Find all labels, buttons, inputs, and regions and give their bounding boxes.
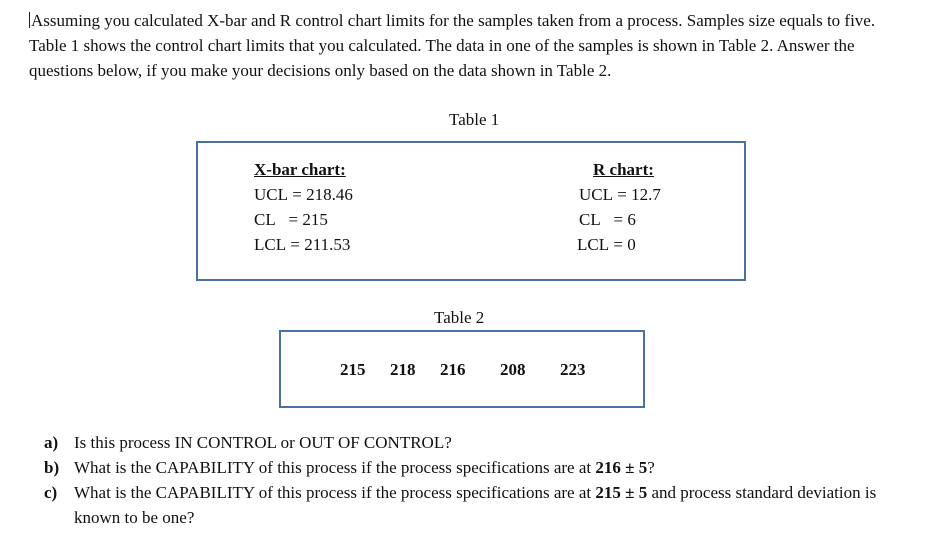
table2-caption: Table 2 (434, 308, 485, 327)
question-list (44, 430, 904, 530)
question-c-spec: 215 ± 5 (595, 483, 648, 502)
r-cl-row (579, 207, 661, 232)
question-b-spec: 216 ± 5 (595, 458, 648, 477)
xbar-heading: X-bar chart: (254, 160, 346, 179)
sample-value-1: 215 (340, 360, 366, 379)
r-limits (579, 157, 661, 257)
xbar-cl-value: 215 (302, 210, 328, 229)
table1-caption: Table 1 (449, 110, 500, 129)
r-ucl-row (579, 182, 661, 207)
xbar-ucl-eq: = (288, 185, 307, 204)
sample-value-2: 218 (390, 360, 416, 379)
question-b-text-main: What is the CAPABILITY of this process if the process specifications are at (74, 458, 596, 477)
xbar-ucl-row (254, 182, 353, 207)
intro-paragraph (29, 8, 909, 83)
xbar-cl-label: CL (254, 210, 276, 229)
xbar-limits (254, 157, 353, 257)
xbar-lcl-label: LCL (254, 235, 287, 254)
question-b-text-end: ? (647, 458, 655, 477)
r-cl-value: 6 (627, 210, 636, 229)
text-cursor (29, 12, 30, 28)
intro-text: Assuming you calculated X-bar and R control chart limits for the samples taken from a process. Samples size equals to five. Table 1 shows the control chart limits that you calculated. The data in one of the samples is shown in Table 2. Answer the questions below, if you make your decisions only based on the data shown in Table 2. (29, 11, 876, 80)
xbar-lcl-eq: = (286, 235, 305, 254)
xbar-cl-row (254, 207, 353, 232)
question-a (44, 430, 904, 455)
sample-value-5: 223 (560, 360, 586, 379)
r-lcl-label: LCL (577, 235, 610, 254)
r-lcl-eq: = (609, 235, 628, 254)
xbar-lcl-row (254, 232, 353, 257)
question-c-text (74, 480, 904, 530)
r-cl-eq: = (600, 210, 628, 229)
question-a-text-main: Is this process IN CONTROL or OUT OF CONTROL? (74, 433, 452, 452)
r-ucl-label: UCL (579, 185, 613, 204)
r-ucl-eq: = (613, 185, 632, 204)
question-c-text-end: and process standard deviation is known to be one? (74, 483, 877, 527)
question-c-text-main: What is the CAPABILITY of this process if the process specifications are at (74, 483, 596, 502)
r-lcl-value: 0 (627, 235, 636, 254)
xbar-lcl-value: 211.53 (304, 235, 351, 254)
xbar-ucl-label: UCL (254, 185, 288, 204)
r-cl-label: CL (579, 210, 601, 229)
question-b-label: b) (44, 458, 60, 477)
table2-box (279, 330, 645, 408)
xbar-cl-eq: = (275, 210, 303, 229)
question-a-text (74, 430, 904, 455)
question-a-label: a) (44, 433, 59, 452)
r-lcl-row (577, 232, 661, 257)
r-ucl-value: 12.7 (631, 185, 661, 204)
sample-value-4: 208 (500, 360, 526, 379)
question-b (44, 455, 904, 480)
table1-box (196, 141, 746, 281)
question-c-label: c) (44, 483, 58, 502)
xbar-ucl-value: 218.46 (306, 185, 353, 204)
question-b-text (74, 455, 904, 480)
r-heading: R chart: (593, 160, 654, 179)
sample-value-3: 216 (440, 360, 466, 379)
question-c (44, 480, 904, 530)
